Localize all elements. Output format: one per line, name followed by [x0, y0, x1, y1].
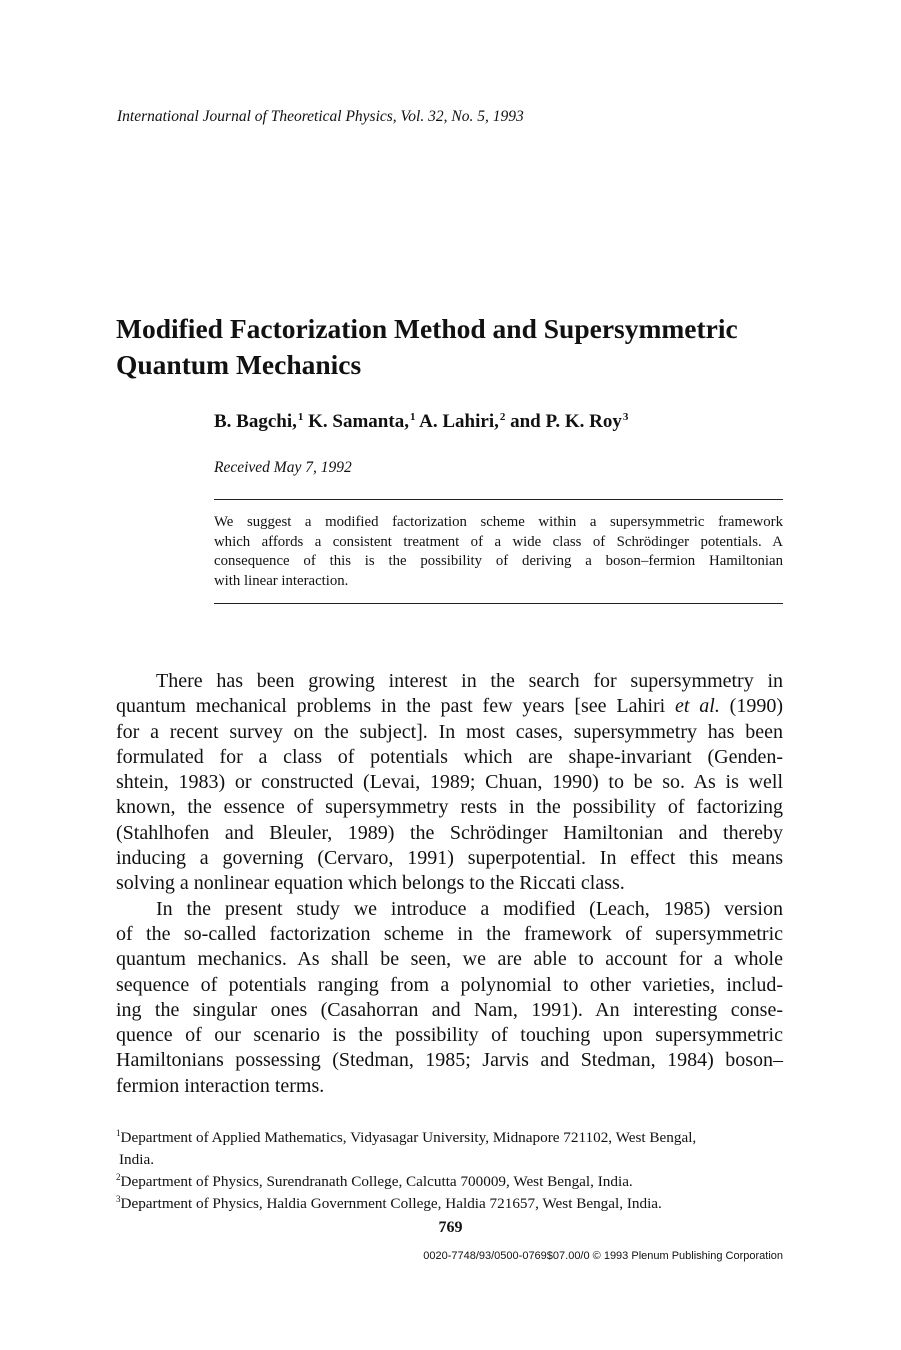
paragraph-1-line: There has been growing interest in the search for supersymmetry in	[156, 670, 783, 692]
paragraph-1-line: quantum mechanical problems in the past few years [see Lahiri et al. (1990)	[116, 695, 783, 718]
paragraph-1-line: formulated for a class of potentials which are shape-invariant (Genden-	[116, 745, 783, 768]
paragraph-2-line: quantum mechanics. As shall be seen, we are able to account for a whole	[116, 948, 783, 971]
affiliation-mark: 3	[622, 410, 629, 423]
footnote-1-continuation: India.	[119, 1151, 155, 1168]
title-line-2: Quantum Mechanics	[116, 349, 362, 380]
affiliation-mark: 1	[297, 410, 304, 423]
journal-header: International Journal of Theoretical Physics, Vol. 32, No. 5, 1993	[117, 108, 524, 125]
received-date: Received May 7, 1992	[214, 459, 352, 476]
abstract-line: with linear interaction.	[214, 572, 349, 589]
abstract-line: which affords a consistent treatment of a wide class of Schrödinger potentials. A	[214, 533, 783, 550]
affiliation-mark: 2	[499, 410, 506, 423]
abstract-line: consequence of this is the possibility of deriving a boson–fermion Hamiltonian	[214, 553, 783, 569]
abstract-line: We suggest a modified factorization scheme within a supersymmetric framework	[214, 514, 783, 530]
footnote-mark: 1	[116, 1127, 121, 1138]
paragraph-2-line: ing the singular ones (Casahorran and Nam, 1991). An interesting conse-	[116, 998, 783, 1021]
citation-et-al: et al.	[675, 695, 720, 718]
author-conjunction: and	[510, 411, 541, 432]
paragraph-1-line: known, the essence of supersymmetry rests in the possibility of factorizing	[116, 796, 783, 819]
paragraph-2-line: fermion interaction terms.	[116, 1074, 325, 1097]
paragraph-1-line: shtein, 1983) or constructed (Levai, 1989; Chuan, 1990) to be so. As is well	[116, 771, 783, 794]
paragraph-2-line: quence of our scenario is the possibility of touching upon supersymmetric	[116, 1024, 783, 1047]
footnote-mark: 2	[116, 1171, 121, 1182]
paragraph-2-line: sequence of potentials ranging from a polynomial to other varieties, includ-	[116, 973, 783, 996]
footnotes	[116, 1127, 783, 1215]
affiliation-mark: 1	[409, 410, 416, 423]
body-text	[116, 669, 783, 1099]
footnote-3: $^3$Department of Physics, Haldia Government College, Haldia 721657, West Bengal, India.	[116, 1193, 662, 1212]
paragraph-1-line: (Stahlhofen and Bleuler, 1989) the Schrödinger Hamiltonian and thereby	[116, 821, 783, 844]
footnote-2: $^2$Department of Physics, Surendranath College, Calcutta 700009, West Bengal, India.	[116, 1171, 633, 1190]
author-name: K. Samanta,	[308, 411, 409, 432]
paragraph-2-line: of the so-called factorization scheme in the framework of supersymmetric	[116, 922, 783, 945]
page-number: 769	[438, 1219, 463, 1236]
abstract-bottom-rule	[214, 603, 783, 604]
paper-title	[116, 311, 816, 383]
author-name: P. K. Roy	[545, 411, 622, 432]
abstract	[214, 513, 783, 591]
footnote-1: $^1$Department of Applied Mathematics, Vidyasagar University, Midnapore 721102, West Bengal,	[116, 1127, 697, 1146]
paragraph-2-line: Hamiltonians possessing (Stedman, 1985; Jarvis and Stedman, 1984) boson–	[116, 1049, 783, 1072]
abstract-top-rule	[214, 499, 783, 500]
title-line-1: Modified Factorization Method and Supersymmetric	[116, 313, 738, 344]
footnote-mark: 3	[116, 1193, 121, 1204]
paragraph-2-line: In the present study we introduce a modified (Leach, 1985) version	[156, 897, 783, 920]
copyright-line: 0020-7748/93/0500-0769$07.00/0 © 1993 Plenum Publishing Corporation	[423, 1250, 783, 1262]
paragraph-1-line: for a recent survey on the subject]. In most cases, supersymmetry has been	[116, 720, 783, 743]
paragraph-1-line: inducing a governing (Cervaro, 1991) superpotential. In effect this means	[116, 847, 783, 870]
author-name: A. Lahiri,	[419, 411, 499, 432]
paragraph-1-line: solving a nonlinear equation which belongs to the Riccati class.	[116, 872, 625, 895]
author-list	[214, 411, 628, 433]
author-name: B. Bagchi,	[214, 411, 297, 432]
